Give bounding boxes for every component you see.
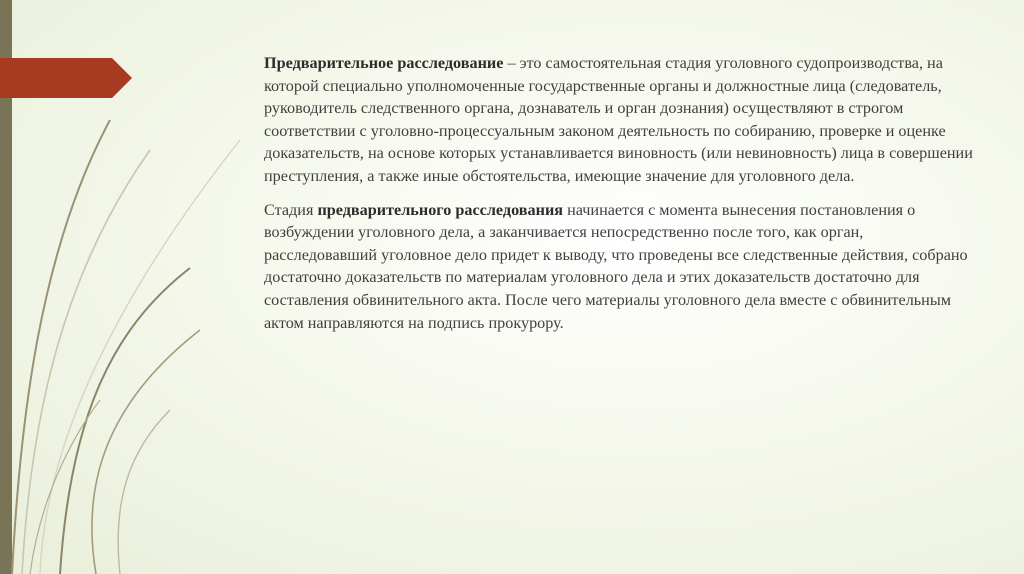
paragraph-definition — [264, 52, 976, 188]
term-preliminary-investigation: Предварительное расследование — [264, 54, 504, 72]
term-stage: предварительного расследования — [317, 200, 564, 219]
stage-lead: Стадия — [264, 200, 318, 219]
stage-text: начинается с момента вынесения постановления о возбуждении уголовного дела, а заканчивается непосредственно после того, как орган, расследовавший уголовное дело придет к выводу, что проведены все следственные действия, собрано достаточно доказательств по материалам уголовного дела и этих доказательств достаточно для составления обвинительного акта. После чего материалы уголовного дела вместе с обвинительным актом направляются на подпись прокурору. — [264, 200, 968, 332]
main-text — [264, 52, 976, 345]
paragraph-stage — [264, 199, 976, 335]
accent-arrow-tag — [0, 58, 132, 98]
definition-text: – это самостоятельная стадия уголовного судопроизводства, на которой специально уполномоченные государственные органы и должностные лица (следователь, руководитель следственного органа, дознаватель и орган дознания) осуществляют в строгом соответствии с уголовно-процессуальным законом деятельность по собиранию, проверке и оценке доказательств, на основе которых устанавливается виновность (или невиновность) лица в совершении преступления, а также иные обстоятельства, имеющие значение для уголовного дела. — [264, 54, 973, 185]
